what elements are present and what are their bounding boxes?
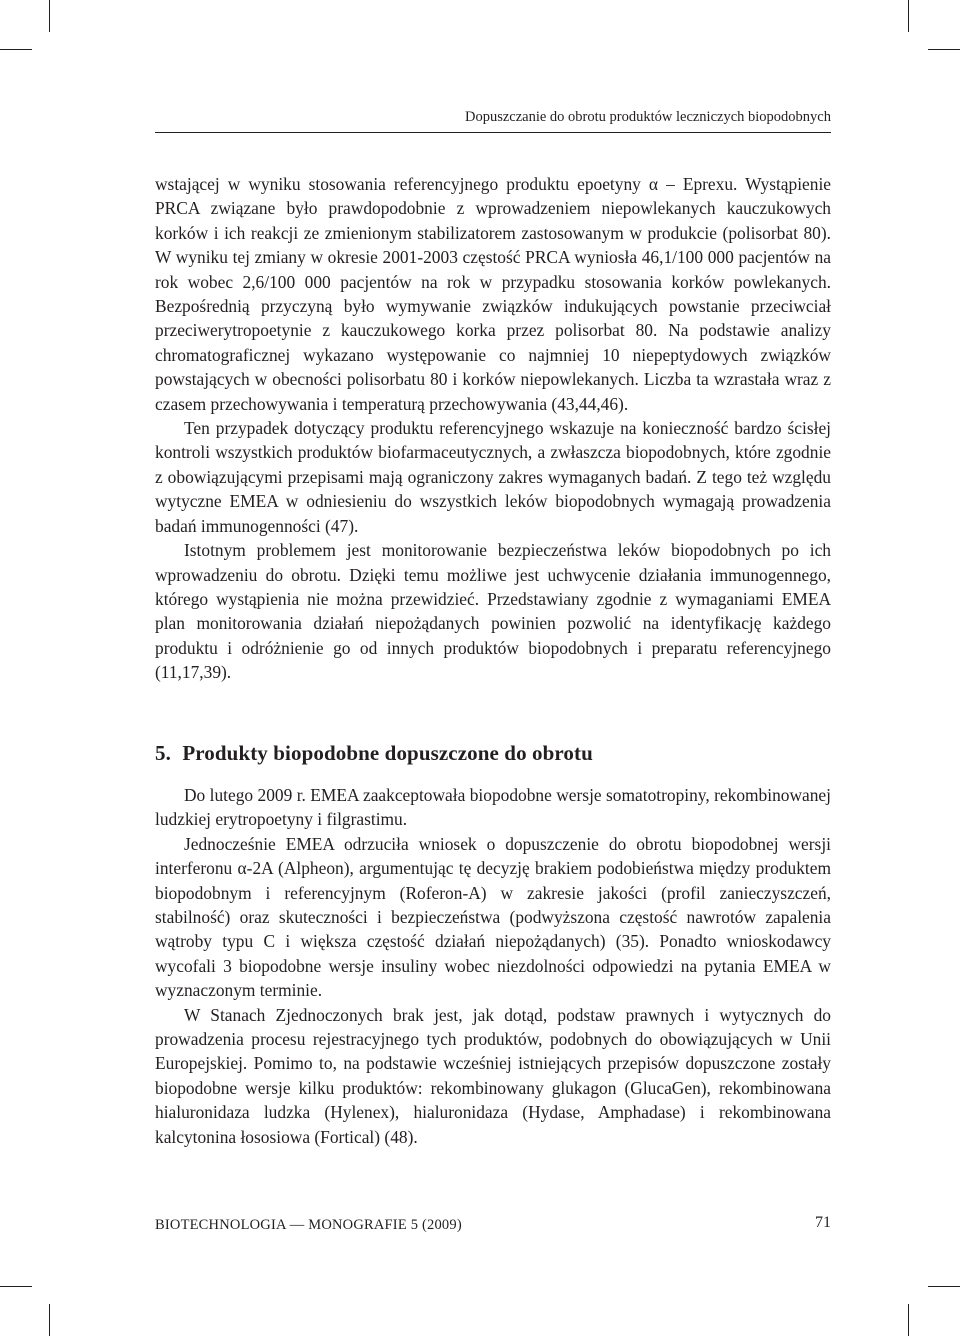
crop-mark	[928, 1286, 960, 1287]
footer-journal: BIOTECHNOLOGIA — MONOGRAFIE 5 (2009)	[155, 1217, 462, 1233]
crop-mark	[49, 0, 50, 32]
body-text	[155, 172, 831, 1149]
crop-mark	[908, 1304, 909, 1336]
paragraph: Do lutego 2009 r. EMEA zaakceptowała biopodobne wersje somatotropiny, rekombinowanej ludzkiej erytropoetyny i filgrastimu.	[155, 784, 831, 830]
paragraph: Ten przypadek dotyczący produktu referencyjnego wskazuje na konieczność bardzo ścisłej kontroli wszystkich produktów biofarmaceutycznych, a zwłaszcza biopodobnych, które zgodnie z obowiązującymi przepisami mają ograniczony zakres wymaganych badań. Z tego też względu wytyczne EMEA w odniesieniu do wszystkich leków biopodobnych wymagają prowadzenia badań immunogenności (47).	[155, 418, 831, 536]
crop-mark	[928, 49, 960, 50]
crop-mark	[49, 1304, 50, 1336]
page-number: 71	[815, 1214, 831, 1231]
running-head: Dopuszczanie do obrotu produktów leczniczych biopodobnych	[464, 109, 831, 125]
paragraph: W Stanach Zjednoczonych brak jest, jak dotąd, podstaw prawnych i wytycznych do prowadzenia procesu rejestracyjnego tych produktów, podobnych do obowiązujących w Unii Europejskiej. Pomimo to, na podstawie wcześniej istniejących przepisów dopuszczone zostały biopodobne wersje kilku produktów: rekombinowany glukagon (GlucaGen), rekombinowana hialuronidaza ludzka (Hylenex), hialuronidaza (Hydase, Amphadase) i rekombinowana kalcytonina łososiowa (Fortical) (48).	[155, 1004, 831, 1147]
section-number: 5.	[155, 740, 171, 765]
paragraph: Jednocześnie EMEA odrzuciła wniosek o dopuszczenie do obrotu biopodobnej wersji interferonu α-2A (Alpheon), argumentując tę decyzję brakiem podobieństwa między produktem biopodobnym i referencyjnym (Roferon-A) w zakresie jakości (profil zanieczyszczeń, stabilność) oraz skuteczności i bezpieczeństwa (podwyższona częstość nawrotów zapalenia wątroby typu C i większa częstość działań niepożądanych) (35). Ponadto wnioskodawcy wycofali 3 biopodobne wersje insuliny wobec niezdolności odpowiedzi na pytania EMEA w wyznaczonym terminie.	[155, 833, 831, 1001]
crop-mark	[908, 0, 909, 32]
header-rule	[155, 132, 831, 133]
paragraph: wstającej w wyniku stosowania referencyjnego produktu epoetyny α – Eprexu. Wystąpienie PRCA związane było prawdopodobnie z wprowadzeniem niepowlekanych kauczukowych korków i ich reakcji ze zmienionym stabilizatorem zastosowanym w produkcie (polisorbat 80). W wyniku tej zmiany w okresie 2001-2003 częstość PRCA wyniosła 46,1/100 000 pacjentów na rok wobec 2,6/100 000 pacjentów na rok w przypadku stosowania korków powlekanych. Bezpośrednią przyczyną było wymywanie związków indukujących powstanie przeciwciał przeciwerytropoetynie z kauczukowego korka przez polisorbat 80. Na podstawie analizy chromatograficznej wykazano występowanie co najmniej 10 niepeptydowych związków powstających w obecności polisorbatu 80 i korków niepowlekanych. Liczba ta wzrastała wraz z czasem przechowywania i temperaturą przechowywania (43,44,46).	[155, 174, 831, 414]
section-heading	[155, 741, 831, 765]
section-title: Produkty biopodobne dopuszczone do obrotu	[182, 740, 593, 765]
crop-mark	[0, 1286, 32, 1287]
crop-mark	[0, 49, 32, 50]
paragraph: Istotnym problemem jest monitorowanie bezpieczeństwa leków biopodobnych po ich wprowadzeniu do obrotu. Dzięki temu możliwe jest uchwycenie działania immunogennego, którego wystąpienia nie można przewidzieć. Przedstawiany zgodnie z wymaganiami EMEA plan monitorowania działań niepożądanych powinien pozwolić na identyfikację każdego produktu i odróżnienie go od innych produktów biopodobnych i preparatu referencyjnego (11,17,39).	[155, 540, 831, 683]
